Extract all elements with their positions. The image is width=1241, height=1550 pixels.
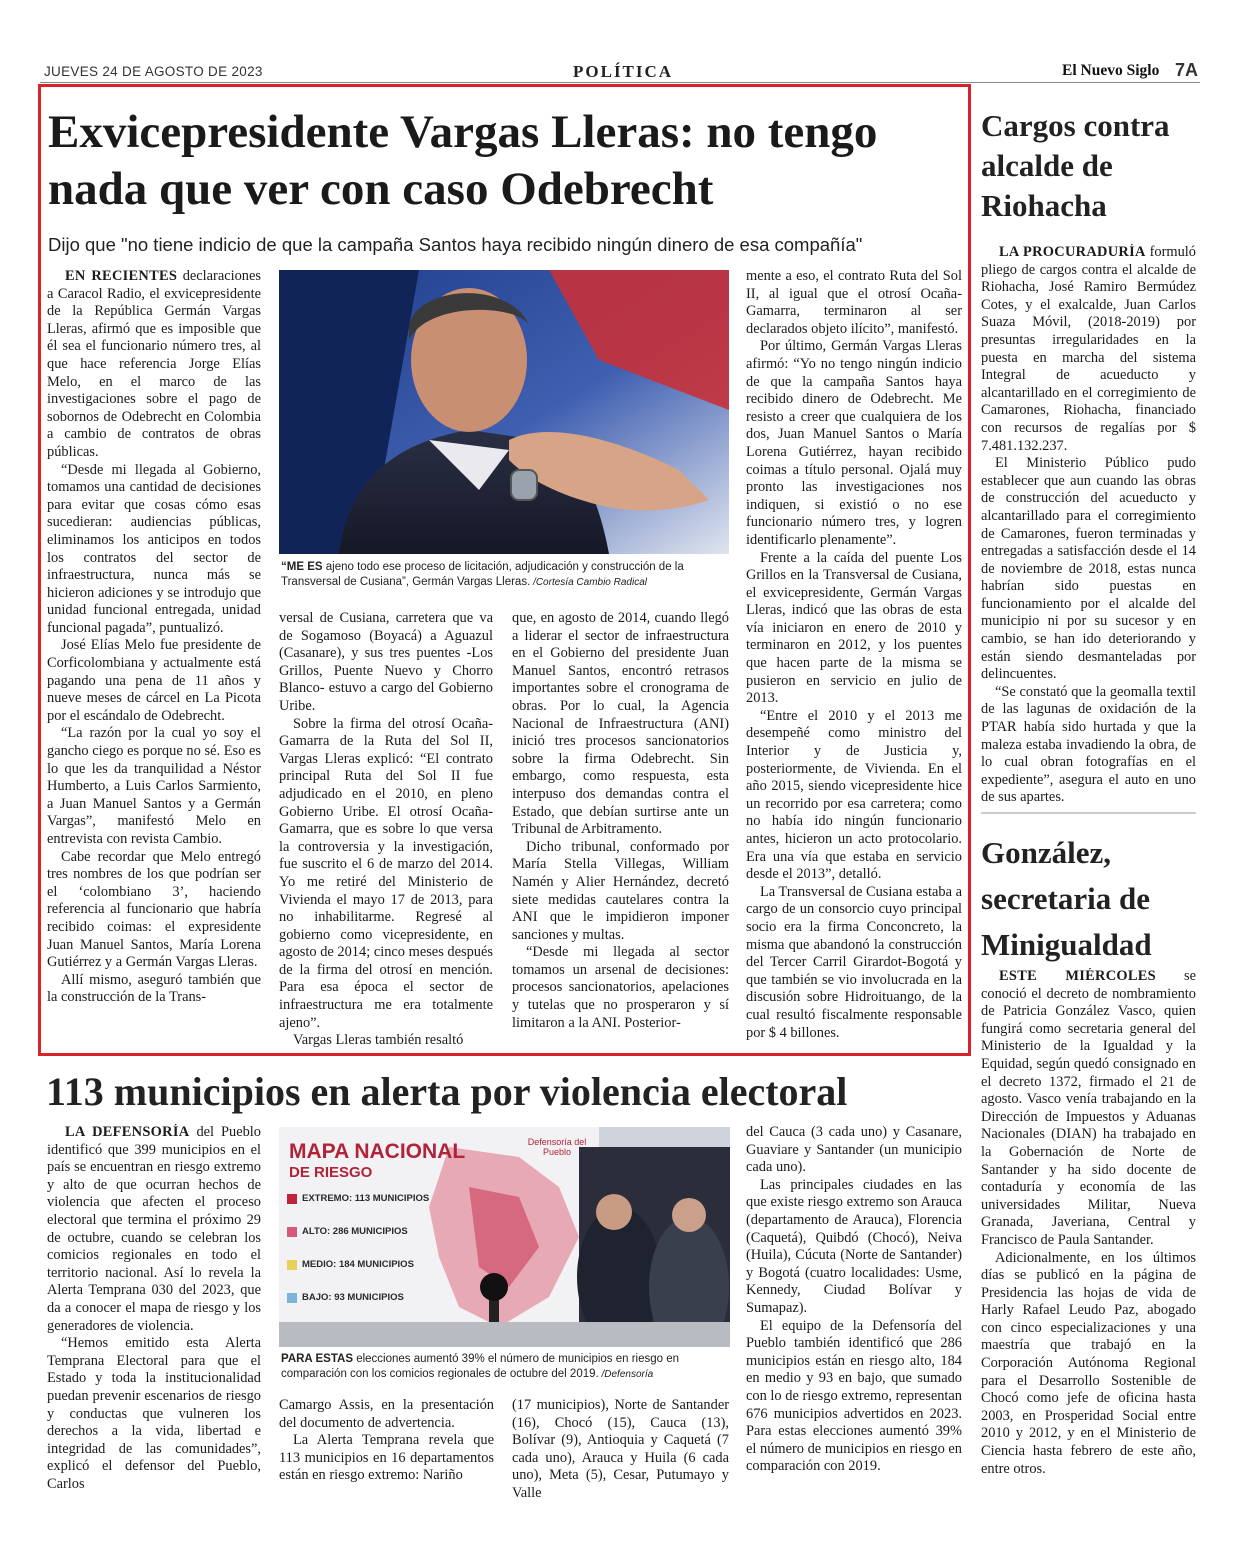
paragraph: (17 municipios), Norte de Santander (16), Chocó (15), Cauca (13), Bolívar (9), Antioquia y Caquetá (7 cada uno), Arauca y Huila (6 cada uno), Meta (5), Cesar, Putumayo y Valle <box>512 1397 729 1501</box>
section-name: POLÍTICA <box>573 62 674 81</box>
paragraph: se conoció el decreto de nombramiento de Patricia González Vasco, quien fungirá como secretaria general del Ministerio de la Igualdad y la Equidad, según quedó consignado en el decreto 1372, firmado el 21 de agosto. Vasco venía trabajando en la Dirección de Impuestos y Aduanas Nacionales (DIAN) ha trabajado en la Gobernación de Norte de Santander y ha sido docente de contaduría y economía de las universidades Militar, Nueva Granada, Javeriana, Central y Francisco de Paula Santander. <box>981 968 1196 1248</box>
map-legend-item <box>287 1193 437 1204</box>
sidebar-divider <box>981 812 1196 814</box>
story-2-headline: 113 municipios en alerta por violencia electoral <box>46 1069 848 1114</box>
sidebar-1-body <box>981 244 1196 804</box>
map-photo <box>279 1127 730 1347</box>
map-legend-label: ALTO: 286 MUNICIPIOS <box>302 1226 408 1237</box>
lead-in: ESTE MIÉRCOLES <box>999 968 1156 984</box>
lead-in: LA PROCURADURÍA <box>999 244 1146 260</box>
photo-caption <box>281 560 731 590</box>
paragraph: que, en agosto de 2014, cuando llegó a liderar el sector de infraestructura en el Gobierno del presidente Juan Manuel Santos, encontró retrasos importantes sobre el cronograma de obras. Por lo cual, la Agencia Nacional de Infraestructura (ANI) inició tres procesos sancionatorios sobre la firma Odebrecht. Sin embargo, como respuesta, esta interpuso dos demandas contra el Estado, que debían surtirse ante un Tribunal de Arbitramento. <box>512 610 729 838</box>
map-caption <box>281 1352 731 1382</box>
map-legend-swatch <box>287 1194 297 1204</box>
main-headline: Exvicepresidente Vargas Lleras: no tengo nada que ver con caso Odebrecht <box>48 106 878 215</box>
paragraph: “Hemos emitido esta Alerta Temprana Electoral para que el Estado y toda la institucionalidad puedan prevenir escenarios de riesgo y conductas que vulneren los derechos a la vida, libertad e integridad de las comunidades”, explicó el defensor del Pueblo, Carlos <box>47 1335 261 1492</box>
story-2-col-3 <box>512 1397 729 1537</box>
map-legend-swatch <box>287 1227 297 1237</box>
paragraph: Sobre la firma del otrosí Ocaña-Gamarra de la Ruta del Sol II, Vargas Lleras explicó: “El contrato principal Ruta del Sol II fue adjudicado en el 2010, en pleno Gobierno Uribe. El otrosí Ocaña-Gamarra, que es sobre lo que versa la controversia y la investigación, fue suscrito el 6 de marzo del 2014. Yo me retiré del Ministerio de Vivienda el mayo 17 de 2013, para no inhabilitarme. Regresé al gobierno como vicepresidente, en agosto de 2014; cinco meses después de la firma del otrosí en mención. Para esa época el sector de infraestructura me era totalmente ajeno”. <box>279 715 493 1031</box>
paragraph: El Ministerio Público pudo establecer que aun cuando las obras de construcción del acueducto y alcantarillado para el corregimiento de Camarones, fueron terminadas y entregadas a satisfacción desde el 14 de noviembre de 2018, estas nunca habrían sido puestas en funcionamiento por el alcalde del municipio ni por su sucesor y en cambio, se han ido deteriorando y están siendo desmanteladas por delincuentes. <box>981 455 1196 683</box>
paragraph: José Elías Melo fue presidente de Corficolombiana y actualmente está pagando una pena de 11 años y nueve meses de cárcel en La Picota por el escándalo de Odebrecht. <box>47 637 261 724</box>
story-2-col-2 <box>279 1397 494 1537</box>
map-legend-label: BAJO: 93 MUNICIPIOS <box>302 1292 404 1303</box>
paragraph: Frente a la caída del puente Los Grillos en la Transversal de Cusiana, el exvicepresidente, Germán Vargas Lleras, indicó que las obras de esta vía iniciaron en enero de 2010 y terminaron en 2012, y los puentes que hacen parte de la misma se pusieron en servicio en julio de 2013. <box>746 549 962 707</box>
map-legend-label: MEDIO: 184 MUNICIPIOS <box>302 1259 414 1270</box>
story-photo <box>279 270 729 554</box>
paragraph: “Entre el 2010 y el 2013 me desempeñé como ministro del Interior y de Justicia y, posteriormente, de Vivienda. En el año 2015, siendo vicepresidente hice un recorrido por esa carretera; como no había ido ningún funcionario antes, hicieron un acto protocolario. Era una vía que estaba en servicio desde el 2013”, detalló. <box>746 707 962 883</box>
main-col-1 <box>47 268 261 1048</box>
paragraph: El equipo de la Defensoría del Pueblo también identificó que 286 municipios están en riesgo alto, 184 en medio y 93 en bajo, que sumado con lo de riesgo extremo, representan 676 municipios advertidos en 2023. Para estas elecciones aumentó 39% el número de municipios en riesgo en comparación con 2019. <box>746 1317 962 1475</box>
map-legend-item <box>287 1259 437 1270</box>
caption-lead: PARA ESTAS <box>281 1353 353 1365</box>
paragraph: mente a eso, el contrato Ruta del Sol II, al igual que el otrosí Ocaña-Gamarra, terminaron al ser declarados objeto ilícito”, manifestó. <box>746 268 962 337</box>
photo-credit: /Defensoría <box>598 1369 654 1380</box>
publication-name: El Nuevo Siglo <box>1062 62 1160 79</box>
map-legend-item <box>287 1226 437 1237</box>
paragraph: Allí mismo, aseguró también que la construcción de la Trans- <box>47 971 261 1006</box>
sidebar-2-body <box>981 968 1196 1533</box>
paragraph: Las principales ciudades en las que existe riesgo extremo son Arauca (departamento de Arauca), Florencia (Caquetá), Quibdó (Chocó), Neiva (Huila), Cúcuta (Norte de Santander) y Bogotá (cuatro localidades: Usme, Kennedy, Ciudad Bolívar y Sumapaz). <box>746 1176 962 1316</box>
paragraph: “Desde mi llegada al sector tomamos un arsenal de decisiones: procesos sancionatorios, apelaciones y tutelas que no prosperaron y sí limitaron a la ANI. Posterior- <box>512 944 729 1031</box>
main-col-2 <box>279 610 493 1048</box>
story-2-col-4 <box>746 1124 962 1536</box>
paragraph: Por último, Germán Vargas Lleras afirmó: “Yo no tengo ningún indicio de que la campaña Santos haya recibido dinero de Odebrecht. Me resisto a creer que cualquiera de los dos, Juan Manuel Santos o María Lorena Gutiérrez, hayan recibido coimas a título personal. Ojalá muy pronto las investigaciones nos indiquen, si existió o no ese funcionario número tres, y logren identificarlo plenamente”. <box>746 338 962 548</box>
paragraph: del Cauca (3 cada uno) y Casanare, Guaviare y Santander (un municipio cada uno). <box>746 1124 962 1176</box>
main-col-4 <box>746 268 962 1048</box>
photo-credit: /Cortesía Cambio Radical <box>530 577 647 588</box>
map-brand: Defensoría del Pueblo <box>527 1137 587 1157</box>
map-legend <box>287 1193 437 1325</box>
caption-lead: “ME ES <box>281 561 323 573</box>
paragraph: La Transversal de Cusiana estaba a cargo de un consorcio cuyo principal socio era la firma Conconcreto, la misma que abandonó la construcción del Tercer Carril Girardot-Bogotá y que también se vio involucrada en la discusión sobre Hidroituango, de la cual resultó fiscalmente responsable por $ 4 billones. <box>746 883 962 1041</box>
paragraph: Dicho tribunal, conformado por María Stella Villegas, William Namén y Alier Hernández, decretó siete medidas cautelares contra la ANI que le impidieron imponer sanciones y multas. <box>512 838 729 943</box>
page-number: 7A <box>1175 60 1199 80</box>
lead-in: LA DEFENSORÍA <box>65 1124 190 1140</box>
paragraph: versal de Cusiana, carretera que va de Sogamoso (Boyacá) a Aguazul (Casanare), y sus tres puentes -Los Grillos, Puente Nuevo y Chorro Blanco- estuvo a cargo del Gobierno Uribe. <box>279 610 493 714</box>
map-legend-label: EXTREMO: 113 MUNICIPIOS <box>302 1193 430 1204</box>
paragraph: Cabe recordar que Melo entregó tres nombres de los que podrían ser el ‘colombiano 3’, haciendo referencia al funcionario que habría recibido coimas: el expresidente Juan Manuel Santos, María Lorena Gutiérrez y a Germán Vargas Lleras. <box>47 848 261 971</box>
caption-text: ajeno todo ese proceso de licitación, adjudicación y construcción de la Transversal de Cusiana”, Germán Vargas Lleras. <box>281 561 684 588</box>
paragraph: del Pueblo identificó que 399 municipios en el país se encuentran en riesgo extremo y alto de que ocurran hechos de violencia que afecten el proceso electoral que termina el próximo 29 de octubre, cuando se celebran los comicios regionales en todo el territorio nacional. Así lo revela la Alerta Temprana 030 del 2023, que da a conocer el mapa de riesgo y los generadores de violencia. <box>47 1124 261 1334</box>
photo-vargas-lleras <box>279 270 729 554</box>
paragraph: Camargo Assis, en la presentación del documento de advertencia. <box>279 1397 494 1431</box>
main-col-3 <box>512 610 729 1048</box>
issue-date: JUEVES 24 DE AGOSTO DE 2023 <box>44 64 263 79</box>
paragraph: Vargas Lleras también resaltó <box>293 1032 464 1048</box>
paragraph: La Alerta Temprana revela que 113 municipios en 16 departamentos están en riesgo extremo: Nariño <box>279 1432 494 1484</box>
paragraph: “Se constató que la geomalla textil de las lagunas de oxidación de la PTAR había sido hurtada y que la maleza estaba invadiendo la obra, de lo cual obran fotografías en el expediente”, asegura el auto en uno de sus apartes. <box>981 683 1196 804</box>
main-subhead: Dijo que "no tiene indicio de que la campaña Santos haya recibido ningún dinero de esa compañía" <box>48 234 863 255</box>
paragraph: “La razón por la cual yo soy el gancho ciego es porque no sé. Eso es lo que les da tranquilidad a Néstor Humberto, a Luis Carlos Sarmiento, a Juan Manuel Santos y a Germán Vargas”, manifestó Melo en entrevista con revista Cambio. <box>47 725 261 847</box>
story-2-col-1 <box>47 1124 261 1536</box>
map-legend-swatch <box>287 1293 297 1303</box>
lead-in: EN RECIENTES <box>65 268 178 284</box>
sidebar-1-headline: Cargos contra alcalde de Riohacha <box>981 108 1170 223</box>
map-title: MAPA NACIONAL <box>289 1140 466 1163</box>
map-legend-swatch <box>287 1260 297 1270</box>
map-subtitle: DE RIESGO <box>289 1164 373 1181</box>
paragraph: declaraciones a Caracol Radio, el exvicepresidente de la República Germán Vargas Lleras, afirmó que es imposible que él sea el funcionario número tres, al que hace referencia Jorge Elías Melo, en el marco de las investigaciones sobre el pago de sobornos de Odebrecht en Colombia a cambio de contratos de obras públicas. <box>47 268 261 460</box>
sidebar-2-headline: González, secretaria de Minigualdad <box>981 835 1152 962</box>
caption-text: elecciones aumentó 39% el número de municipios en riesgo en comparación con los comicios regionales de octubre del 2019. <box>281 1353 680 1380</box>
paragraph: Adicionalmente, en los últimos días se publicó en la página de Presidencia las hojas de vida de Harly Rafael Leudo Paz, abogado con cinco especializaciones y una maestría que trabajó en la Corporación Autónoma Regional para el Desarrollo Sostenible de Chocó como jefe de oficina hasta 2003, en Prosperidad Social entre 2010 y 2012, y en el Ministerio de Ciencia hasta febrero de este año, entre otros. <box>981 1249 1196 1477</box>
paragraph: formuló pliego de cargos contra el alcalde de Riohacha, José Ramiro Bermúdez Cotes, y el exalcalde, Juan Carlos Suaza Móvil, (2018-2019) por presuntas irregularidades en la puesta en marcha del sistema Integral de acueducto y alcantarillado en el corregimiento de Camarones, Riohacha, financiado con recursos de regalías por $ 7.481.132.237. <box>981 244 1196 454</box>
map-legend-item <box>287 1292 437 1303</box>
header-rule <box>40 82 1200 83</box>
paragraph: “Desde mi llegada al Gobierno, tomamos una cantidad de decisiones para evitar que cosas cómo esas sucedieran: audiencias públicas, eliminamos los anticipos en todos los contratos del sector de infraestructura, nunca más se hicieron adiciones y se introdujo que unidad funcional entregada, unidad funcional pagada”, puntualizó. <box>47 461 261 636</box>
